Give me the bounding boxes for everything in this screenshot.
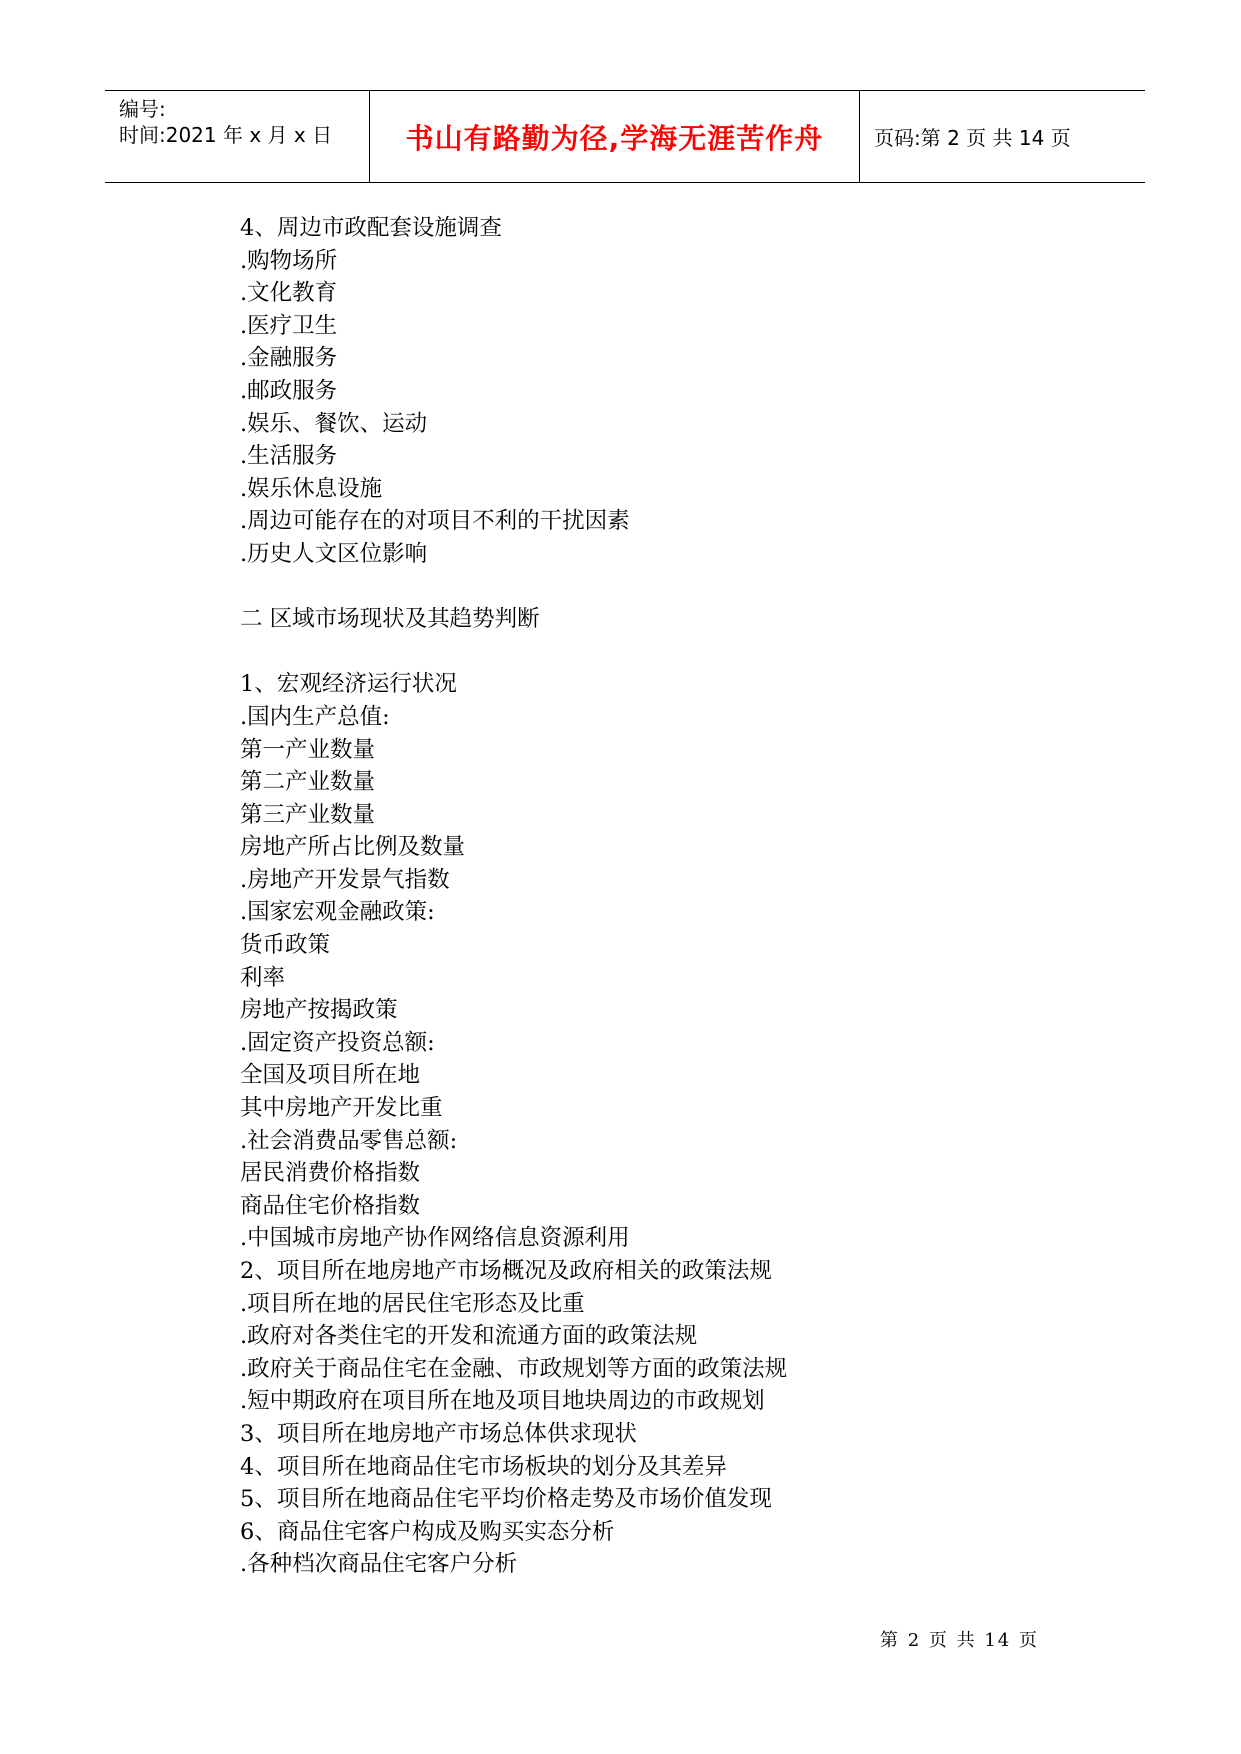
text-line: 第一产业数量	[240, 736, 376, 763]
text-line: 货币政策	[240, 932, 331, 959]
text-line: .金融服务	[240, 345, 338, 372]
header-motto-cell	[370, 91, 860, 182]
text-line: .娱乐休息设施	[240, 475, 383, 502]
text-line: .项目所在地的居民住宅形态及比重	[240, 1290, 585, 1317]
document-number-label: 编号:	[119, 97, 166, 121]
header-left-cell	[105, 91, 370, 182]
text-line: .短中期政府在项目所在地及项目地块周边的市政规划	[240, 1388, 765, 1415]
page-footer: 第 2 页 共 14 页	[880, 1630, 1039, 1651]
text-line: 1、宏观经济运行状况	[240, 671, 457, 698]
header-table	[105, 90, 1145, 183]
text-line: .中国城市房地产协作网络信息资源利用	[240, 1225, 630, 1252]
text-line: .邮政服务	[240, 377, 338, 404]
text-line: .购物场所	[240, 247, 338, 274]
text-line: 二 区域市场现状及其趋势判断	[240, 606, 540, 633]
text-line: 利率	[240, 964, 286, 991]
text-line: .社会消费品零售总额:	[240, 1127, 458, 1154]
header-page-info: 页码:第 2 页 共 14 页	[874, 126, 1071, 150]
text-line: .文化教育	[240, 280, 338, 307]
text-line: .政府对各类住宅的开发和流通方面的政策法规	[240, 1323, 698, 1350]
text-line: 房地产所占比例及数量	[240, 834, 466, 861]
text-line: .国内生产总值:	[240, 703, 390, 730]
document-body	[240, 212, 1120, 1581]
text-line: 第二产业数量	[240, 769, 376, 796]
text-line: 6、商品住宅客户构成及购买实态分析	[240, 1518, 615, 1545]
text-line: .周边可能存在的对项目不利的干扰因素	[240, 508, 630, 535]
text-line: .生活服务	[240, 443, 338, 470]
blank-line	[240, 636, 1120, 669]
text-line: .固定资产投资总额:	[240, 1029, 435, 1056]
header-motto: 书山有路勤为径,学海无涯苦作舟	[405, 121, 824, 155]
text-line: 4、周边市政配套设施调查	[240, 215, 502, 241]
text-line: .国家宏观金融政策:	[240, 899, 435, 926]
text-line: .医疗卫生	[240, 312, 338, 339]
blank-line	[240, 571, 1120, 604]
text-line: 5、项目所在地商品住宅平均价格走势及市场价值发现	[240, 1486, 772, 1513]
header-page-cell	[860, 91, 1145, 182]
text-line: 其中房地产开发比重	[240, 1095, 443, 1122]
text-line: .历史人文区位影响	[240, 540, 428, 567]
document-time-label: 时间:2021 年 x 月 x 日	[119, 123, 333, 147]
text-line: 2、项目所在地房地产市场概况及政府相关的政策法规	[240, 1258, 772, 1284]
text-line: .房地产开发景气指数	[240, 866, 450, 893]
text-line: 3、项目所在地房地产市场总体供求现状	[240, 1420, 637, 1447]
text-line: .政府关于商品住宅在金融、市政规划等方面的政策法规	[240, 1355, 788, 1382]
text-line: 4、项目所在地商品住宅市场板块的划分及其差异	[240, 1453, 727, 1480]
text-line: 商品住宅价格指数	[240, 1192, 421, 1219]
text-line: 第三产业数量	[240, 801, 376, 828]
text-line: 房地产按揭政策	[240, 997, 398, 1024]
text-line: 全国及项目所在地	[240, 1062, 421, 1089]
text-line: .娱乐、餐饮、运动	[240, 410, 428, 437]
text-line: 居民消费价格指数	[240, 1160, 421, 1187]
text-line: .各种档次商品住宅客户分析	[240, 1551, 518, 1578]
